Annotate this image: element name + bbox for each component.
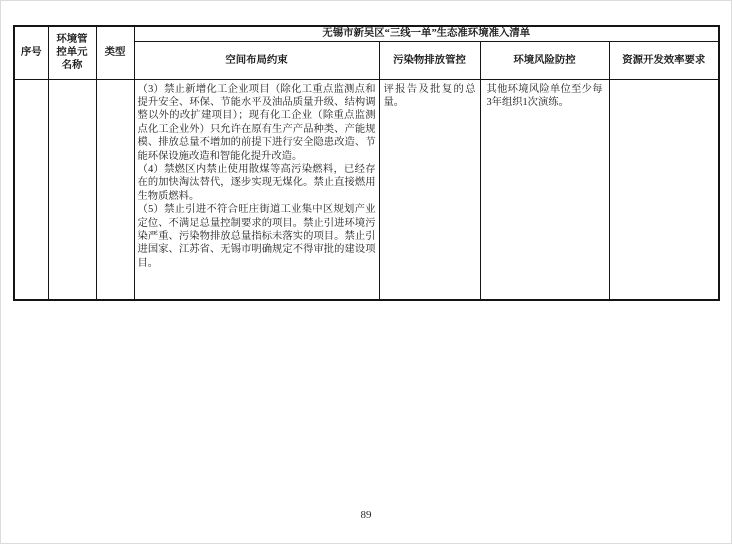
cell-pollutant-emission-control: 评报告及批复的总量。 — [379, 79, 480, 300]
constraint-item-5: （5）禁止引进不符合旺庄街道工业集中区规划产业定位、不满足总量控制要求的项目。禁止引进环境污染严重、污染物排放总量指标未落实的项目。禁止引进国家、江苏省、无锡市明确规定不得审批的建设项目。 — [137, 204, 376, 269]
header-control-unit-name: 环境管控单元名称 — [48, 26, 96, 79]
header-resource-efficiency-requirement: 资源开发效率要求 — [609, 41, 719, 79]
cell-resource-efficiency-requirement — [609, 79, 719, 300]
cell-serial-number — [14, 79, 48, 300]
header-pollutant-emission-control: 污染物排放管控 — [379, 41, 480, 79]
cell-spatial-layout-constraint — [134, 79, 379, 300]
cell-environmental-risk-control: 其他环境风险单位至少每3年组织1次演练。 — [480, 79, 609, 300]
header-type: 类型 — [96, 26, 134, 79]
header-serial-number: 序号 — [14, 26, 48, 79]
table-header-title-row — [14, 26, 719, 41]
constraint-item-3: （3）禁止新增化工企业项目（除化工重点监测点和提升安全、环保、节能水平及油品质量升级、结构调整以外的改扩建项目）；现有化工企业（除重点监测点化工企业外）只允许在原有生产产品种类、产能规模、排放总量不增加的前提下进行安全隐患改造、节能环保设施改造和智能化提升改造。 — [137, 83, 376, 162]
header-environmental-risk-control: 环境风险防控 — [480, 41, 609, 79]
cell-type — [96, 79, 134, 300]
table-title: 无锡市新吴区“三线一单”生态准环境准入清单 — [134, 26, 719, 41]
table-data-row — [14, 79, 719, 300]
eco-access-list-table — [13, 25, 720, 301]
header-spatial-layout-constraint: 空间布局约束 — [134, 41, 379, 79]
page-number: 89 — [360, 509, 372, 521]
cell-control-unit-name — [48, 79, 96, 300]
constraint-item-4: （4）禁燃区内禁止使用散煤等高污染燃料，已经存在的加快淘汰替代，逐步实现无煤化。禁止直接燃用生物质燃料。 — [137, 163, 376, 202]
